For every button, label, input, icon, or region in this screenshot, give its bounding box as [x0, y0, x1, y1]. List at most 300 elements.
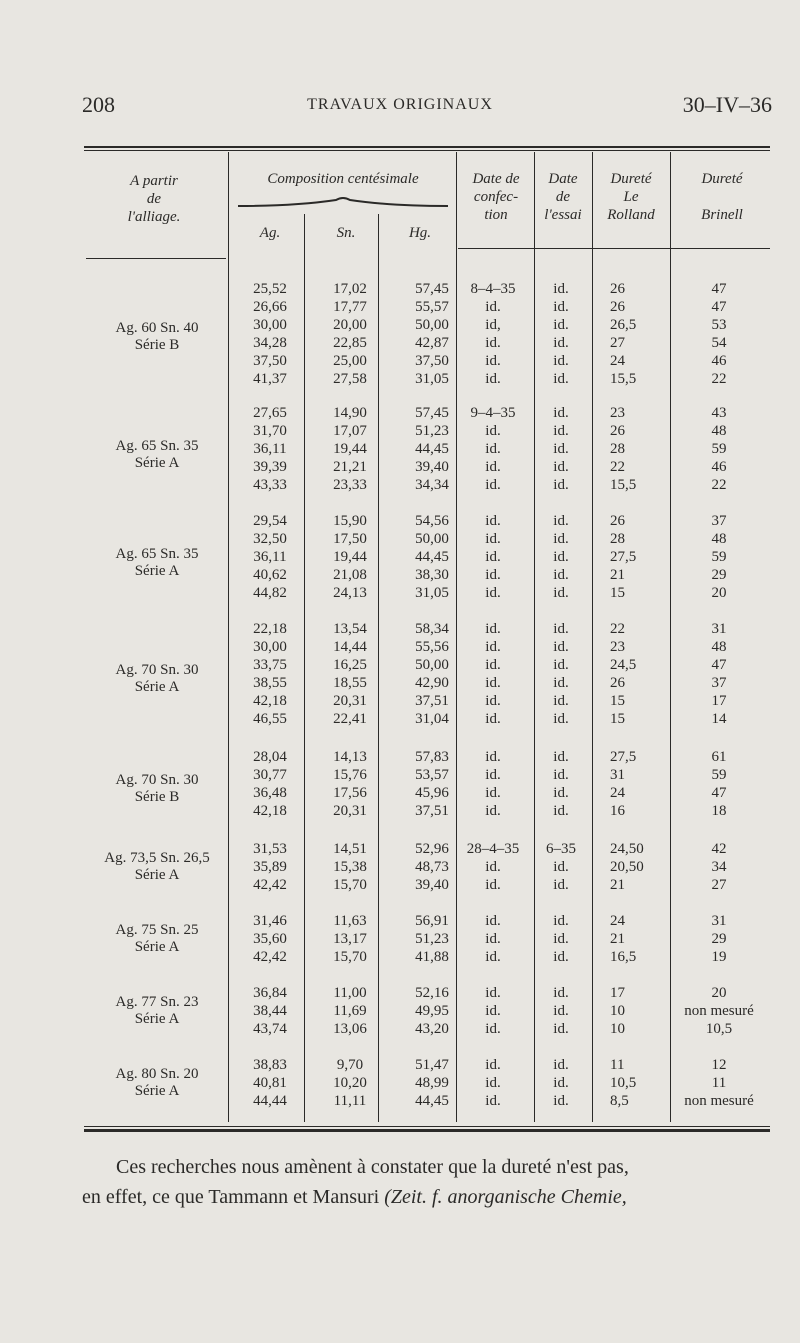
cell-date-confection: id.	[485, 657, 501, 673]
table-row	[84, 656, 770, 674]
header-dc-line1: Date de	[472, 171, 520, 187]
cell-rolland: 16,5	[610, 949, 637, 965]
cell-date-confection: id.	[485, 459, 501, 475]
citation: (Zeit. f. anorganische Chemie,	[384, 1186, 627, 1208]
cell-date-essai: id.	[553, 877, 569, 893]
cell-date-essai: id.	[553, 913, 569, 929]
cell-hg: 42,87	[415, 335, 449, 351]
table-row	[84, 748, 770, 766]
header-date: 30–IV–36	[682, 92, 772, 117]
cell-hg: 57,45	[415, 405, 449, 421]
cell-hg: 44,45	[415, 549, 449, 565]
header-dr-line3: Rolland	[607, 207, 655, 223]
cell-sn: 11,63	[333, 913, 367, 929]
cell-hg: 44,45	[415, 1093, 449, 1109]
header-dr-line2: Le	[623, 189, 639, 205]
cell-date-essai: id.	[553, 441, 569, 457]
cell-hg: 57,83	[415, 749, 449, 765]
brace-decoration	[236, 194, 450, 210]
cell-date-essai: id.	[553, 423, 569, 439]
cell-rolland: 10,5	[610, 1075, 637, 1091]
cell-rolland: 8,5	[610, 1093, 629, 1109]
table-row	[84, 1092, 770, 1110]
cell-rolland: 17	[610, 985, 625, 1001]
cell-ag: 35,60	[253, 931, 287, 947]
cell-date-confection: 28–4–35	[466, 841, 520, 857]
cell-hg: 34,34	[415, 477, 449, 493]
cell-ag: 31,70	[253, 423, 287, 439]
cell-sn: 24,13	[333, 585, 367, 601]
cell-hg: 50,00	[415, 657, 449, 673]
cell-brinell: 14	[711, 711, 727, 727]
cell-brinell: 29	[711, 931, 727, 947]
cell-date-essai: id.	[553, 459, 569, 475]
cell-rolland: 26	[610, 423, 625, 439]
cell-rolland: 20,50	[610, 859, 644, 875]
cell-rolland: 31	[610, 767, 625, 783]
alloy-name: Ag. 60 Sn. 40	[115, 320, 199, 336]
cell-date-essai: id.	[553, 549, 569, 565]
alloy-name: Ag. 77 Sn. 23	[115, 994, 199, 1010]
body-line-1: Ces recherches nous amènent à constater que la dureté n'est pas,	[116, 1156, 629, 1178]
cell-hg: 55,56	[415, 639, 449, 655]
header-de-line1: Date	[548, 171, 578, 187]
cell-ag: 42,18	[253, 693, 287, 709]
table-row	[84, 840, 770, 858]
cell-rolland: 28	[610, 531, 625, 547]
cell-sn: 21,21	[333, 459, 367, 475]
header-alliage	[96, 172, 212, 226]
cell-date-confection: id.	[485, 299, 501, 315]
table-row	[84, 710, 770, 728]
cell-brinell: 43	[711, 405, 727, 421]
series-name: Série A	[134, 679, 180, 695]
cell-sn: 15,90	[333, 513, 367, 529]
cell-date-essai: 6–35	[546, 841, 576, 857]
alloy-name: Ag. 70 Sn. 30	[115, 772, 199, 788]
header-de-line3: l'essai	[544, 207, 582, 223]
header-db-line1: Dureté	[701, 171, 743, 187]
cell-hg: 37,51	[415, 693, 449, 709]
cell-ag: 38,55	[253, 675, 287, 691]
header-dr-line1: Dureté	[610, 171, 652, 187]
table-row	[84, 298, 770, 316]
cell-rolland: 15	[610, 711, 625, 727]
table-row	[84, 512, 770, 530]
cell-ag: 30,00	[253, 317, 287, 333]
cell-ag: 44,44	[253, 1093, 287, 1109]
table-row	[84, 766, 770, 784]
cell-sn: 19,44	[333, 549, 367, 565]
cell-ag: 32,50	[253, 531, 287, 547]
cell-ag: 43,33	[253, 477, 287, 493]
cell-hg: 49,95	[415, 1003, 449, 1019]
header-date-essai	[534, 170, 592, 224]
table-row	[84, 692, 770, 710]
series-name: Série A	[134, 563, 180, 579]
cell-brinell: 61	[711, 749, 727, 765]
cell-sn: 11,11	[333, 1093, 367, 1109]
cell-rolland: 24	[610, 353, 625, 369]
cell-date-essai: id.	[553, 657, 569, 673]
cell-brinell: 31	[711, 913, 727, 929]
series-name: Série A	[134, 939, 180, 955]
table-bottom-rule-thin	[84, 1126, 770, 1127]
cell-hg: 44,45	[415, 441, 449, 457]
cell-sn: 16,25	[333, 657, 367, 673]
table-row	[84, 422, 770, 440]
cell-ag: 41,37	[253, 371, 287, 387]
alloy-name: Ag. 80 Sn. 20	[115, 1066, 199, 1082]
cell-date-confection: id.	[485, 585, 501, 601]
cell-brinell: 59	[711, 441, 727, 457]
table-row	[84, 316, 770, 334]
cell-ag: 38,44	[253, 1003, 287, 1019]
cell-date-essai: id.	[553, 335, 569, 351]
cell-brinell: 48	[711, 423, 727, 439]
header-durete-brinell	[672, 170, 772, 224]
cell-date-essai: id.	[553, 1075, 569, 1091]
cell-date-confection: id.	[485, 931, 501, 947]
cell-rolland: 11	[610, 1057, 625, 1073]
cell-date-confection: id.	[485, 985, 501, 1001]
cell-rolland: 24	[610, 785, 625, 801]
cell-rolland: 21	[610, 877, 625, 893]
cell-sn: 9,70	[336, 1057, 364, 1073]
cell-brinell: 47	[711, 785, 727, 801]
cell-brinell: 48	[711, 639, 727, 655]
cell-date-confection: id.	[485, 549, 501, 565]
cell-sn: 13,17	[333, 931, 367, 947]
cell-rolland: 24	[610, 913, 625, 929]
cell-hg: 50,00	[415, 531, 449, 547]
table-row	[84, 584, 770, 602]
table-row	[84, 948, 770, 966]
alloy-name: Ag. 65 Sn. 35	[115, 546, 199, 562]
cell-date-confection: id.	[485, 477, 501, 493]
table-row	[84, 930, 770, 948]
cell-brinell: 12	[711, 1057, 727, 1073]
cell-date-essai: id.	[553, 281, 569, 297]
cell-brinell: 17	[711, 693, 727, 709]
cell-hg: 58,34	[415, 621, 449, 637]
table-row	[84, 548, 770, 566]
cell-rolland: 27	[610, 335, 625, 351]
cell-sn: 20,31	[333, 693, 367, 709]
cell-date-essai: id.	[553, 859, 569, 875]
cell-ag: 40,81	[253, 1075, 287, 1091]
cell-date-confection: id.	[485, 767, 501, 783]
cell-brinell: 46	[711, 353, 727, 369]
cell-brinell: 20	[711, 985, 727, 1001]
cell-date-confection: id.	[485, 513, 501, 529]
cell-rolland: 23	[610, 639, 625, 655]
cell-sn: 15,76	[333, 767, 367, 783]
cell-rolland: 24,5	[610, 657, 637, 673]
cell-date-essai: id.	[553, 711, 569, 727]
cell-sn: 23,33	[333, 477, 367, 493]
cell-rolland: 21	[610, 931, 625, 947]
table-top-rule	[84, 146, 770, 148]
series-name: Série A	[134, 1083, 180, 1099]
cell-brinell: 29	[711, 567, 727, 583]
table-row	[84, 280, 770, 298]
cell-rolland: 27,5	[610, 749, 637, 765]
cell-sn: 14,51	[333, 841, 367, 857]
header-alliage-line3: l'alliage.	[127, 209, 181, 225]
cell-sn: 17,56	[333, 785, 367, 801]
cell-date-confection: id.	[485, 639, 501, 655]
cell-brinell: 11	[711, 1075, 727, 1091]
table-row	[84, 620, 770, 638]
cell-brinell: 22	[711, 477, 727, 493]
cell-ag: 26,66	[253, 299, 287, 315]
table-row	[84, 334, 770, 352]
cell-hg: 56,91	[415, 913, 449, 929]
cell-brinell: 46	[711, 459, 727, 475]
cell-ag: 34,28	[253, 335, 287, 351]
cell-date-confection: id.	[485, 675, 501, 691]
series-name: Série B	[134, 789, 180, 805]
cell-date-essai: id.	[553, 1093, 569, 1109]
cell-rolland: 22	[610, 621, 625, 637]
cell-date-confection: id.	[485, 693, 501, 709]
cell-date-confection: id.	[485, 371, 501, 387]
cell-sn: 21,08	[333, 567, 367, 583]
cell-rolland: 15,5	[610, 371, 637, 387]
table-row	[84, 440, 770, 458]
cell-date-confection: id.	[485, 423, 501, 439]
cell-date-confection: id.	[485, 531, 501, 547]
cell-rolland: 26	[610, 299, 625, 315]
cell-brinell: 22	[711, 371, 727, 387]
cell-hg: 45,96	[415, 785, 449, 801]
cell-brinell: 59	[711, 767, 727, 783]
header-ag: Ag.	[259, 225, 281, 241]
cell-ag: 29,54	[253, 513, 287, 529]
table-row	[84, 404, 770, 422]
cell-brinell: 48	[711, 531, 727, 547]
cell-sn: 11,00	[333, 985, 367, 1001]
cell-sn: 13,54	[333, 621, 367, 637]
series-name: Série A	[134, 1011, 180, 1027]
cell-sn: 15,70	[333, 877, 367, 893]
table-row	[84, 352, 770, 370]
cell-hg: 39,40	[415, 877, 449, 893]
cell-hg: 37,50	[415, 353, 449, 369]
cell-hg: 53,57	[415, 767, 449, 783]
header-underline-alliage	[86, 258, 226, 259]
table-row	[84, 1074, 770, 1092]
body-text	[82, 1152, 772, 1212]
cell-sn: 14,44	[333, 639, 367, 655]
cell-hg: 50,00	[415, 317, 449, 333]
table-row	[84, 912, 770, 930]
cell-hg: 41,88	[415, 949, 449, 965]
cell-rolland: 16	[610, 803, 625, 819]
cell-brinell: non mesuré	[684, 1003, 754, 1019]
table-row	[84, 476, 770, 494]
cell-hg: 43,20	[415, 1021, 449, 1037]
cell-sn: 14,90	[333, 405, 367, 421]
cell-ag: 22,18	[253, 621, 287, 637]
cell-sn: 27,58	[333, 371, 367, 387]
cell-ag: 27,65	[253, 405, 287, 421]
cell-ag: 42,42	[253, 949, 287, 965]
cell-brinell: 47	[711, 281, 727, 297]
cell-date-essai: id.	[553, 371, 569, 387]
cell-date-essai: id.	[553, 1057, 569, 1073]
cell-brinell: 31	[711, 621, 727, 637]
cell-brinell: 18	[711, 803, 727, 819]
cell-date-essai: id.	[553, 299, 569, 315]
cell-ag: 46,55	[253, 711, 287, 727]
cell-date-confection: id.	[485, 913, 501, 929]
cell-hg: 52,96	[415, 841, 449, 857]
cell-rolland: 10	[610, 1003, 625, 1019]
cell-date-confection: id.	[485, 621, 501, 637]
table-row	[84, 784, 770, 802]
cell-ag: 36,48	[253, 785, 287, 801]
alloy-name: Ag. 65 Sn. 35	[115, 438, 199, 454]
cell-date-essai: id.	[553, 639, 569, 655]
cell-hg: 54,56	[415, 513, 449, 529]
body-line-2-text: en effet, ce que Tammann et Mansuri	[82, 1186, 380, 1208]
header-date-confection	[458, 170, 534, 224]
cell-rolland: 26	[610, 513, 625, 529]
table-row	[84, 458, 770, 476]
cell-sn: 15,38	[333, 859, 367, 875]
cell-ag: 39,39	[253, 459, 287, 475]
cell-sn: 20,00	[333, 317, 367, 333]
cell-ag: 33,75	[253, 657, 287, 673]
cell-rolland: 22	[610, 459, 625, 475]
cell-ag: 28,04	[253, 749, 287, 765]
cell-date-confection: id.	[485, 803, 501, 819]
cell-sn: 10,20	[333, 1075, 367, 1091]
cell-ag: 36,11	[253, 549, 287, 565]
cell-date-confection: id.	[485, 335, 501, 351]
cell-date-confection: id.	[485, 353, 501, 369]
cell-rolland: 15	[610, 585, 625, 601]
running-title: TRAVAUX ORIGINAUX	[307, 96, 493, 113]
cell-date-confection: id.	[485, 567, 501, 583]
cell-sn: 17,02	[333, 281, 367, 297]
cell-ag: 36,84	[253, 985, 287, 1001]
table-row	[84, 858, 770, 876]
header-hg: Hg.	[408, 225, 432, 241]
cell-ag: 30,00	[253, 639, 287, 655]
cell-date-confection: id.	[485, 1021, 501, 1037]
cell-rolland: 21	[610, 567, 625, 583]
cell-hg: 39,40	[415, 459, 449, 475]
cell-ag: 40,62	[253, 567, 287, 583]
cell-date-essai: id.	[553, 585, 569, 601]
cell-sn: 11,69	[333, 1003, 367, 1019]
table-row	[84, 566, 770, 584]
alloy-name: Ag. 70 Sn. 30	[115, 662, 199, 678]
cell-brinell: 53	[711, 317, 727, 333]
cell-date-essai: id.	[553, 531, 569, 547]
series-name: Série A	[134, 867, 180, 883]
cell-date-essai: id.	[553, 985, 569, 1001]
cell-hg: 31,05	[415, 585, 449, 601]
cell-ag: 31,53	[253, 841, 287, 857]
cell-brinell: 27	[711, 877, 727, 893]
cell-rolland: 26,5	[610, 317, 637, 333]
cell-ag: 36,11	[253, 441, 287, 457]
cell-date-essai: id.	[553, 693, 569, 709]
cell-brinell: 47	[711, 299, 727, 315]
cell-sn: 20,31	[333, 803, 367, 819]
cell-hg: 37,51	[415, 803, 449, 819]
cell-rolland: 26	[610, 281, 625, 297]
cell-date-essai: id.	[553, 1021, 569, 1037]
cell-brinell: 20	[711, 585, 727, 601]
cell-ag: 30,77	[253, 767, 287, 783]
cell-hg: 38,30	[415, 567, 449, 583]
cell-brinell: 59	[711, 549, 727, 565]
header-alliage-line2: de	[146, 191, 162, 207]
cell-rolland: 15	[610, 693, 625, 709]
cell-rolland: 15,5	[610, 477, 637, 493]
table-row	[84, 370, 770, 388]
cell-date-essai: id.	[553, 931, 569, 947]
cell-brinell: 54	[711, 335, 727, 351]
cell-date-essai: id.	[553, 767, 569, 783]
cell-sn: 15,70	[333, 949, 367, 965]
cell-ag: 43,74	[253, 1021, 287, 1037]
cell-sn: 25,00	[333, 353, 367, 369]
cell-ag: 38,83	[253, 1057, 287, 1073]
cell-brinell: 34	[711, 859, 727, 875]
cell-date-confection: 8–4–35	[470, 281, 516, 297]
cell-brinell: 37	[711, 513, 727, 529]
cell-hg: 31,04	[415, 711, 449, 727]
header-db-line3: Brinell	[701, 207, 743, 223]
cell-brinell: 42	[711, 841, 727, 857]
cell-brinell: 47	[711, 657, 727, 673]
cell-hg: 55,57	[415, 299, 449, 315]
page-number: 208	[82, 92, 115, 117]
cell-date-essai: id.	[553, 675, 569, 691]
cell-date-essai: id.	[553, 405, 569, 421]
cell-rolland: 27,5	[610, 549, 637, 565]
cell-brinell: 10,5	[705, 1021, 733, 1037]
cell-date-essai: id.	[553, 803, 569, 819]
cell-ag: 42,18	[253, 803, 287, 819]
header-composition: Composition centésimale	[267, 171, 419, 187]
table-row	[84, 1002, 770, 1020]
cell-sn: 13,06	[333, 1021, 367, 1037]
cell-brinell: non mesuré	[684, 1093, 754, 1109]
table-row	[84, 638, 770, 656]
cell-sn: 22,41	[333, 711, 367, 727]
cell-ag: 35,89	[253, 859, 287, 875]
cell-date-essai: id.	[553, 477, 569, 493]
cell-date-confection: id.	[485, 1075, 501, 1091]
cell-date-confection: id.	[485, 1003, 501, 1019]
cell-sn: 19,44	[333, 441, 367, 457]
table-top-rule-thin	[84, 150, 770, 151]
header-dc-line2: confec-	[473, 189, 519, 205]
cell-date-confection: id.	[485, 1093, 501, 1109]
cell-date-essai: id.	[553, 749, 569, 765]
cell-rolland: 10	[610, 1021, 625, 1037]
cell-sn: 17,77	[333, 299, 367, 315]
cell-date-essai: id.	[553, 567, 569, 583]
cell-date-confection: 9–4–35	[470, 405, 516, 421]
